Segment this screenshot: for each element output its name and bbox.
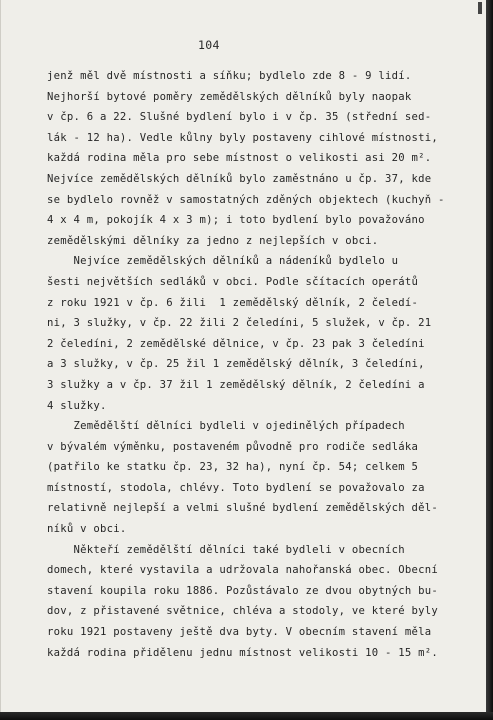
text-line: ni, 3 služky, v čp. 22 žili 2 čeledíni, 5 služek, v čp. 21 bbox=[47, 317, 432, 330]
text-line: se bydlelo rovněž v samostatných zděných objektech (kuchyň - bbox=[47, 193, 445, 206]
text-line: každá rodina přidělenu jednu místnost velikosti 10 - 15 m². bbox=[47, 646, 439, 659]
text-line: lák - 12 ha). Vedle kůlny byly postaveny cihlové místnosti, bbox=[47, 131, 439, 144]
text-line: Nejvíce zemědělských dělníků bylo zaměstnáno u čp. 37, kde bbox=[47, 172, 432, 185]
text-line: stavení koupila roku 1886. Pozůstávalo ze dvou obytných bu- bbox=[47, 584, 439, 597]
text-line: 3 služky a v čp. 37 žil 1 zemědělský dělník, 2 čeledíni a bbox=[47, 378, 425, 391]
text-line: Nejhorší bytové poměry zemědělských dělníků byly naopak bbox=[47, 90, 412, 103]
page-edge-right bbox=[486, 0, 493, 720]
corner-mark bbox=[478, 2, 482, 14]
paragraph bbox=[47, 251, 477, 416]
text-line: 2 čeledíni, 2 zemědělské dělnice, v čp. 23 pak 3 čeledíni bbox=[47, 337, 425, 350]
paragraph bbox=[47, 416, 477, 540]
text-line: 4 x 4 m, pokojík 4 x 3 m); i toto bydlení bylo považováno bbox=[47, 214, 425, 227]
text-line: (patřilo ke statku čp. 23, 32 ha), nyní čp. 54; celkem 5 bbox=[47, 461, 419, 474]
text-line: v čp. 6 a 22. Slušné bydlení bylo i v čp. 35 (střední sed- bbox=[47, 111, 432, 124]
paragraph bbox=[47, 540, 477, 664]
text-line: místností, stodola, chlévy. Toto bydlení se považovalo za bbox=[47, 481, 425, 494]
text-line: Nejvíce zemědělských dělníků a nádeníků bydlelo u bbox=[47, 255, 399, 268]
text-line: Zemědělští dělníci bydleli v ojedinělých případech bbox=[47, 420, 405, 433]
body-text bbox=[47, 66, 477, 663]
text-line: 4 služky. bbox=[47, 399, 107, 412]
text-line: šesti největších sedláků v obci. Podle sčítacích operátů bbox=[47, 275, 419, 288]
text-line: a 3 služky, v čp. 25 žil 1 zemědělský dělník, 3 čeledíni, bbox=[47, 358, 425, 371]
text-line: z roku 1921 v čp. 6 žili 1 zemědělský dělník, 2 čeledí- bbox=[47, 296, 419, 309]
text-line: relativně nejlepší a velmi slušné bydlení zemědělských děl- bbox=[47, 502, 439, 515]
paragraph bbox=[47, 66, 477, 251]
text-line: Někteří zemědělští dělníci také bydleli v obecních bbox=[47, 543, 405, 556]
page-edge-bottom bbox=[0, 712, 493, 720]
text-line: domech, které vystavila a udržovala nahořanská obec. Obecní bbox=[47, 564, 439, 577]
text-line: níků v obci. bbox=[47, 523, 127, 536]
text-line: zemědělskými dělníky za jedno z nejlepších v obci. bbox=[47, 234, 379, 247]
text-line: jenž měl dvě místnosti a síňku; bydlelo zde 8 - 9 lidí. bbox=[47, 70, 412, 82]
text-line: dov, z přistavené světnice, chléva a stodoly, ve které byly bbox=[47, 605, 439, 618]
page-number: 104 bbox=[198, 38, 220, 52]
text-line: každá rodina měla pro sebe místnost o velikosti asi 20 m². bbox=[47, 152, 432, 165]
text-line: roku 1921 postaveny ještě dva byty. V obecním stavení měla bbox=[47, 626, 432, 639]
text-line: v bývalém výměnku, postaveném původně pro rodiče sedláka bbox=[47, 440, 419, 453]
